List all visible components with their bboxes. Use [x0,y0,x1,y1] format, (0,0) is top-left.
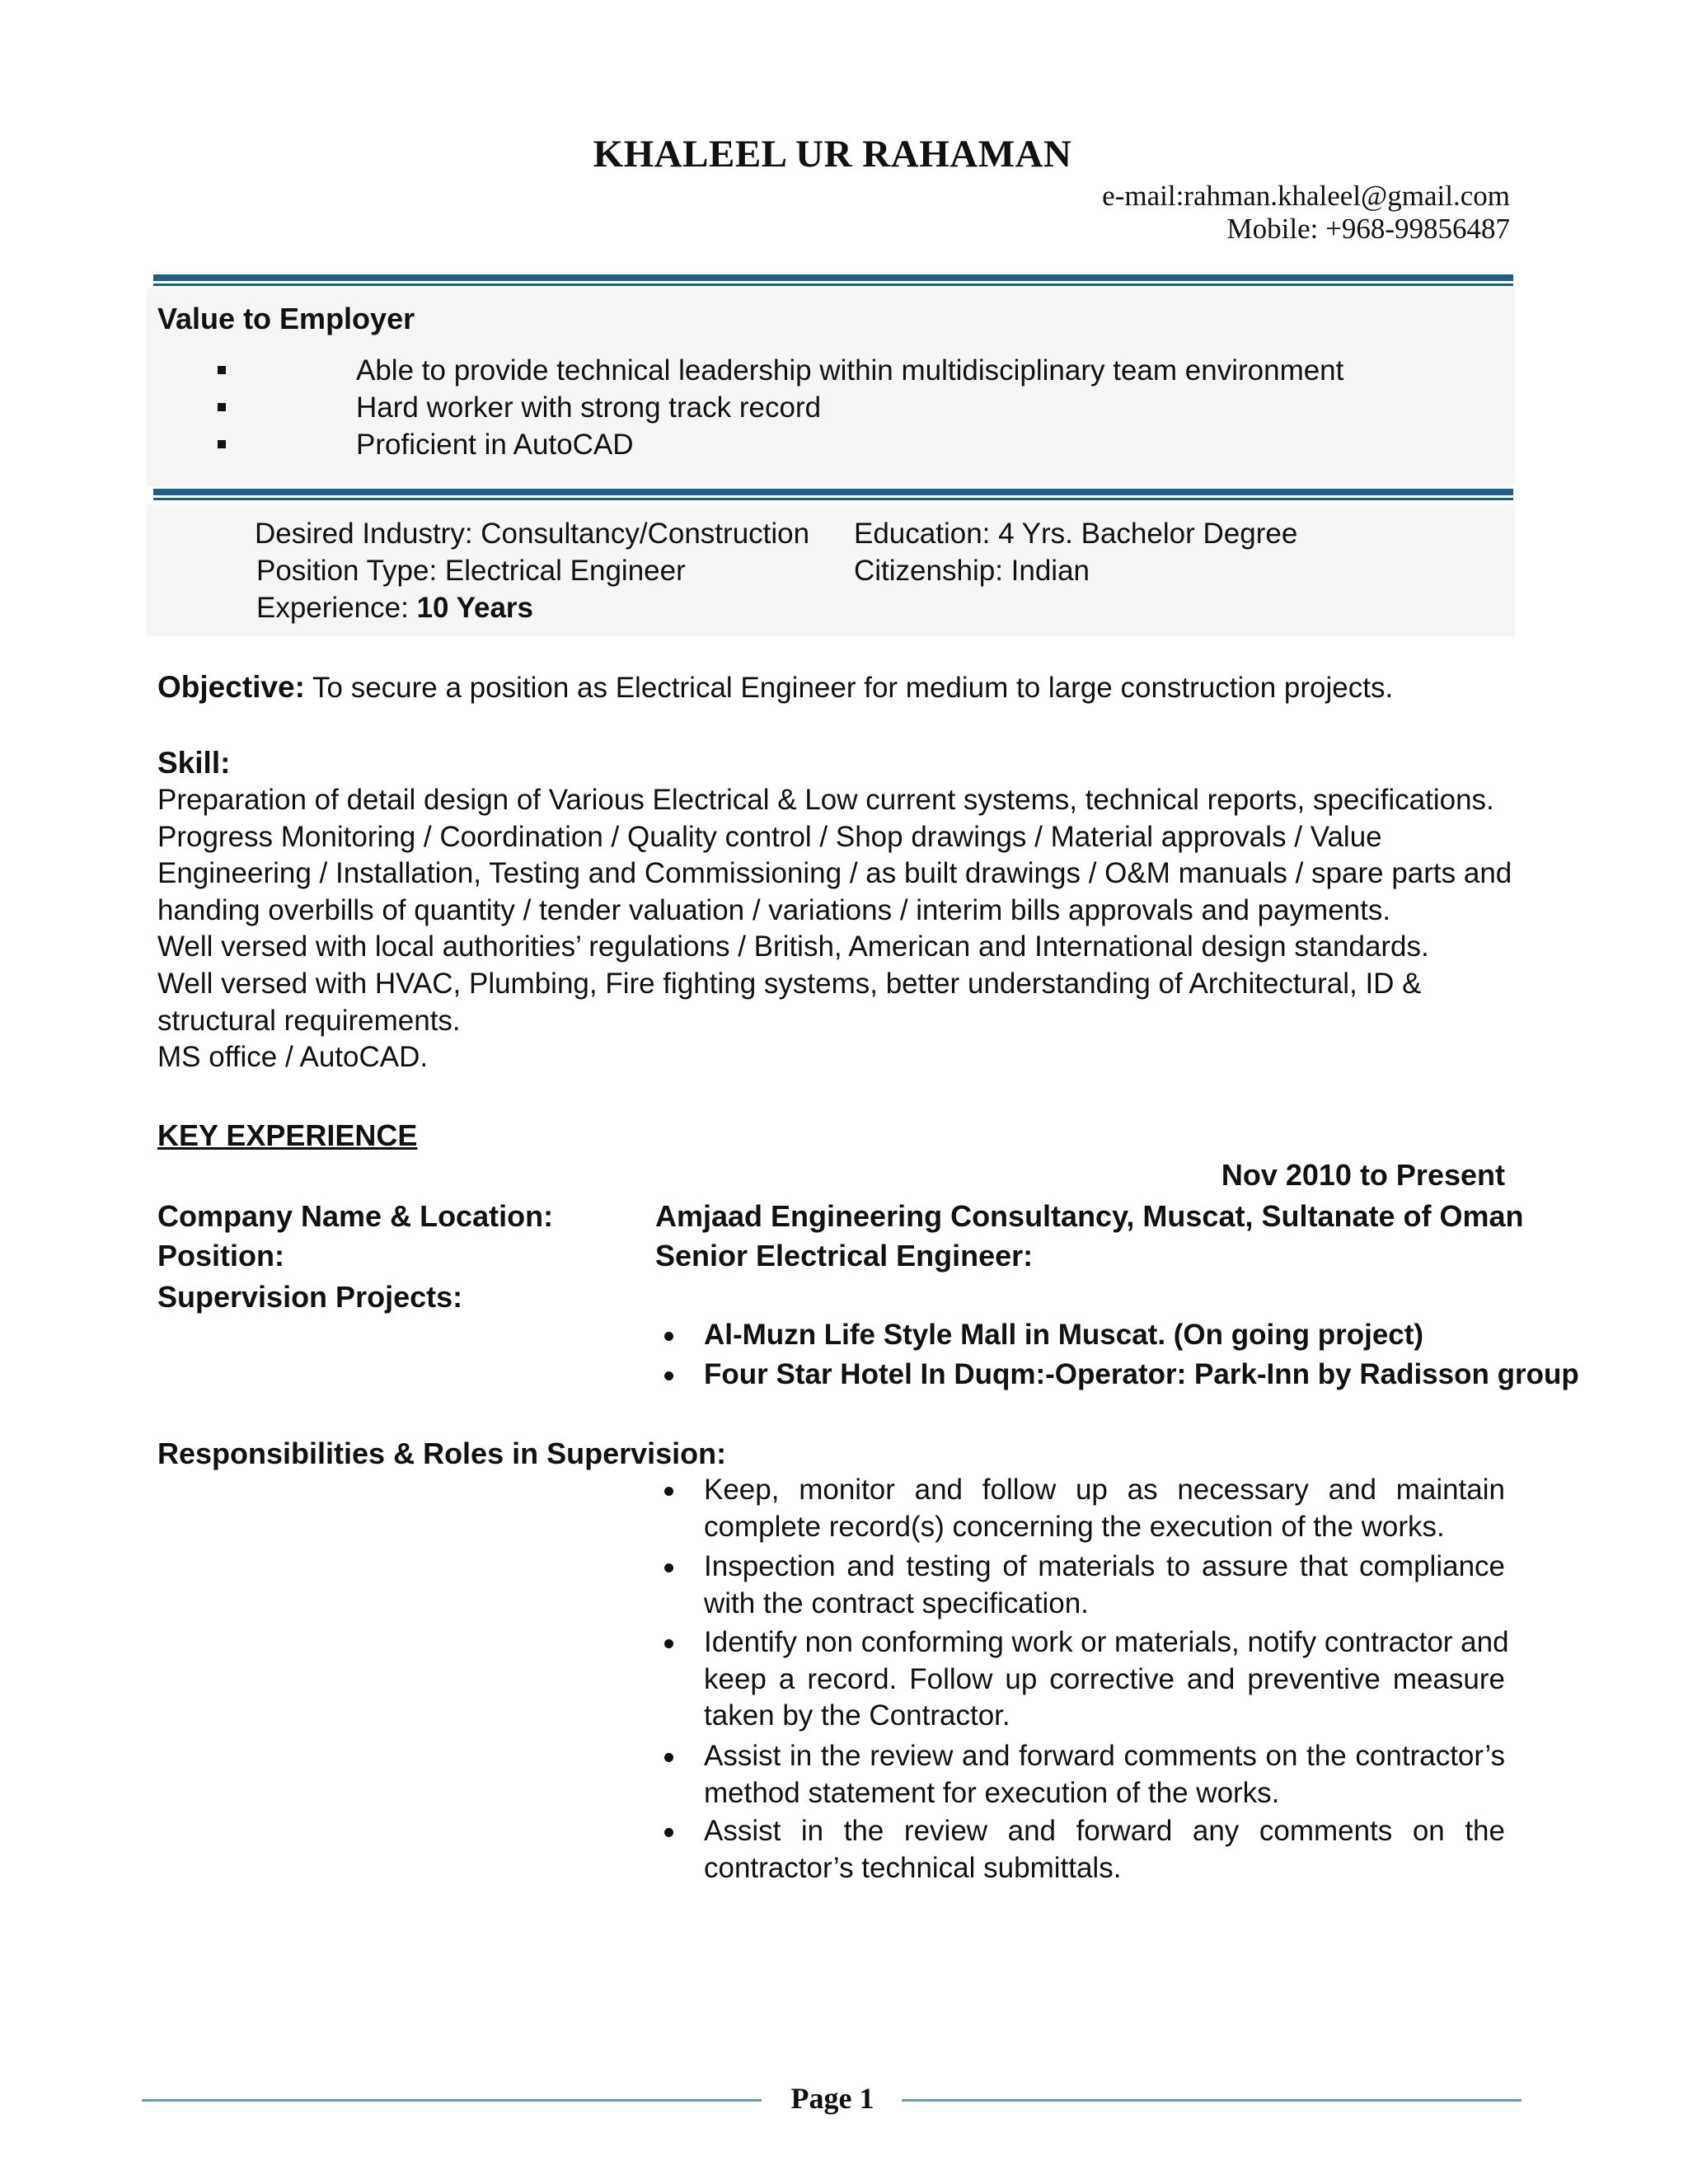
section-divider-thick [153,489,1513,495]
position-value: Senior Electrical Engineer: [655,1239,1034,1272]
project-item: Four Star Hotel In Duqm:-Operator: Park-Inn by Radisson group [704,1358,1579,1390]
header-divider-thin [153,284,1513,286]
experience-value: 10 Years [416,592,534,624]
skill-line: Preparation of detail design of Various Electrical & Low current systems, technical reports, specifications. [157,784,1494,816]
value-to-employer-title: Value to Employer [157,302,415,335]
skill-line: handing overbills of quantity / tender valuation / variations / interim bills approvals and payments. [157,893,1391,926]
responsibility-item [704,1624,1509,1735]
skill-line: Well versed with HVAC, Plumbing, Fire fighting systems, better understanding of Architectural, ID & [157,967,1422,1000]
header-divider-thick [153,274,1513,281]
responsibility-line: with the contract specification. [704,1586,1089,1619]
citizenship: Citizenship: Indian [854,555,1090,587]
responsibility-line: keep a record. Follow up corrective and preventive measure [704,1662,1505,1695]
bullet-dot-icon [664,1487,673,1496]
experience-period: Nov 2010 to Present [1221,1158,1505,1192]
bullet-square-icon [218,366,226,374]
bullet-square-icon [218,440,226,448]
responsibility-line: Identify non conforming work or materials, notify contractor and [704,1626,1509,1658]
responsibility-line: complete record(s) concerning the execution of the works. [704,1510,1445,1543]
bullet-dot-icon [664,1563,673,1572]
skill-title: Skill: [157,746,231,780]
contact-email[interactable]: e-mail:rahman.khaleel@gmail.com [1102,180,1510,212]
resume-name: KHALEEL UR RAHAMAN [593,133,1072,176]
key-experience-title: KEY EXPERIENCE [157,1118,418,1152]
position-type: Position Type: Electrical Engineer [256,555,686,587]
skill-line: Progress Monitoring / Coordination / Quality control / Shop drawings / Material approvals / Value [157,820,1382,853]
skill-line: MS office / AutoCAD. [157,1041,429,1074]
responsibilities-title: Responsibilities & Roles in Supervision: [157,1436,727,1470]
desired-industry: Desired Industry: Consultancy/Construction [255,518,810,550]
bullet-dot-icon [664,1828,673,1837]
footer-line-right [902,2099,1522,2102]
bullet-square-icon [218,403,226,411]
value-item: Able to provide technical leadership within multidisciplinary team environment [356,354,1344,387]
position-label: Position: [157,1239,284,1272]
objective [157,670,1393,705]
value-item: Proficient in AutoCAD [356,429,634,461]
company-value: Amjaad Engineering Consultancy, Muscat, Sultanate of Oman [655,1199,1524,1233]
responsibility-line: taken by the Contractor. [704,1699,1010,1732]
project-item: Al-Muzn Life Style Mall in Muscat. (On going project) [704,1319,1424,1351]
responsibility-item [704,1738,1505,1811]
bullet-dot-icon [664,1639,673,1648]
section-divider-thin [153,498,1513,500]
objective-label: Objective: [157,670,305,704]
responsibility-line: Inspection and testing of materials to assure that compliance [704,1550,1505,1582]
responsibility-line: contractor’s technical submittals. [704,1851,1122,1884]
contact-mobile: Mobile: +968-99856487 [1226,213,1510,245]
responsibility-line: Assist in the review and forward comments on the contractor’s [704,1740,1505,1772]
bullet-dot-icon [664,1753,673,1762]
education: Education: 4 Yrs. Bachelor Degree [854,518,1298,550]
skill-line: Engineering / Installation, Testing and Commissioning / as built drawings / O&M manuals / spare parts and [157,857,1512,890]
responsibility-item [704,1549,1505,1622]
responsibility-item [704,1472,1505,1545]
page-number: Page 1 [790,2082,874,2115]
skill-text [157,782,1512,1076]
responsibility-line: Keep, monitor and follow up as necessary and maintain [704,1474,1505,1506]
responsibility-line: Assist in the review and forward any comments on the [704,1815,1505,1847]
experience-label: Experience: [256,592,417,624]
experience [256,592,533,625]
projects-label: Supervision Projects: [157,1280,463,1314]
company-label: Company Name & Location: [157,1199,554,1233]
responsibility-item [704,1813,1505,1886]
bullet-dot-icon [664,1371,673,1380]
responsibility-line: method statement for execution of the works. [704,1776,1280,1809]
bullet-dot-icon [664,1332,673,1341]
objective-text: To secure a position as Electrical Engineer for medium to large construction projects. [312,672,1394,704]
value-item: Hard worker with strong track record [356,391,822,424]
skill-line: Well versed with local authorities’ regulations / British, American and International design standards. [157,930,1429,963]
footer-line-left [142,2099,762,2102]
skill-line: structural requirements. [157,1004,461,1037]
